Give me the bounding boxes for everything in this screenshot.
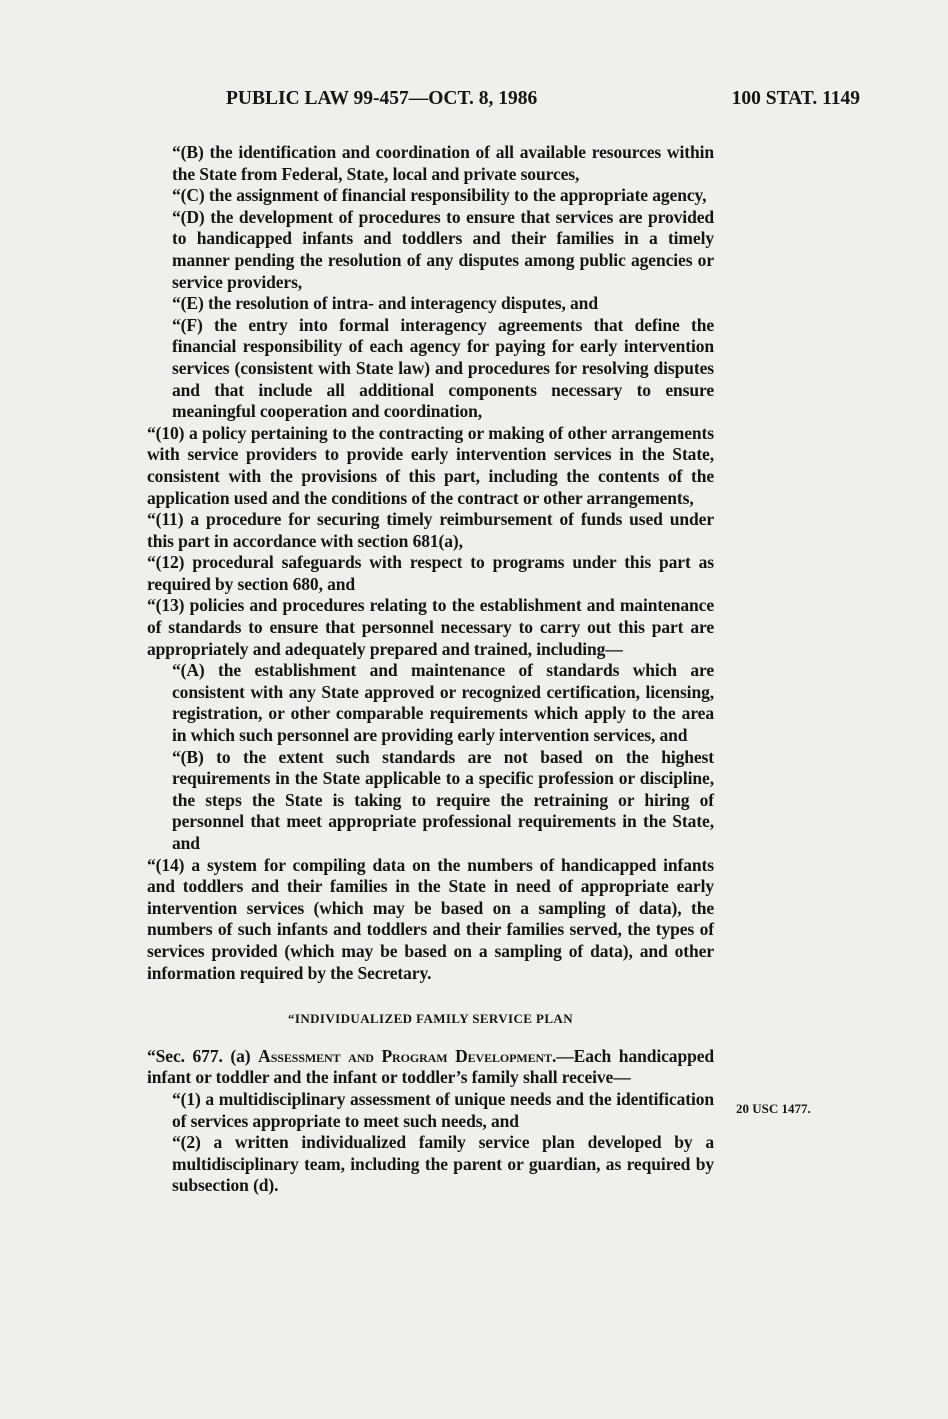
clause-e-disputes: “(E) the resolution of intra- and interagency disputes, and xyxy=(172,293,598,314)
public-law-citation: PUBLIC LAW 99-457—OCT. 8, 1986 xyxy=(226,88,538,109)
usc-margin-note: 20 USC 1477. xyxy=(736,1101,811,1116)
clause-d-procedures: “(D) the development of procedures to ensure that services are provided to handicapped infants and toddlers and their families in a timely manner pending the resolution of any disputes among public agencies or service providers, xyxy=(172,206,714,292)
paragraph-14: “(14) a system for compiling data on the numbers of handicapped infants and toddlers and their families in the State in need of appropriate early intervention services (which may be based on a sampling of data), the numbers of such infants and toddlers and their families served, the types of services provided (which may be based on a sampling of data), and other information required by the Secretary. xyxy=(147,854,714,983)
clause-b-resources: “(B) the identification and coordination of all available resources within the State from Federal, State, local and private sources, xyxy=(172,142,714,184)
clause-13b-requirements: “(B) to the extent such standards are not based on the highest requirements in the State applicable to a specific profession or discipline, the steps the State is taking to require the retraining or hiring of personnel that meet appropriate professional requirements in the State, and xyxy=(172,746,714,853)
section-text: —Each handicapped infant or toddler and the infant or toddler’s family shall receive— xyxy=(147,1045,715,1088)
statute-text xyxy=(147,142,714,1197)
section-heading: “INDIVIDUALIZED FAMILY SERVICE PLAN xyxy=(287,1011,574,1027)
paragraph-12: “(12) procedural safeguards with respect to programs under this part as required by section 680, and xyxy=(147,552,714,594)
statute-page-number: 100 STAT. 1149 xyxy=(731,88,860,109)
paragraph-10: “(10) a policy pertaining to the contracting or making of other arrangements with service providers to provide early intervention services in the State, consistent with the provisions of this part, including the contents of the application used and the conditions of the contract or other arrangements, xyxy=(147,422,714,508)
clause-13a-standards: “(A) the establishment and maintenance of standards which are consistent with any State approved or recognized certification, licensing, registration, or other comparable requirements which apply to the area in which such personnel are providing early intervention services, and xyxy=(172,660,714,746)
paragraph-13: “(13) policies and procedures relating to the establishment and maintenance of standards to ensure that personnel necessary to carry out this part are appropriately and adequately prepared and trained, including— xyxy=(147,595,714,659)
clause-c-financial-responsibility: “(C) the assignment of financial responsibility to the appropriate agency, xyxy=(172,185,707,206)
section-title: Assessment and Program Development. xyxy=(258,1045,557,1066)
section-label: “Sec. 677. (a) xyxy=(147,1045,251,1066)
item-1-assessment: “(1) a multidisciplinary assessment of unique needs and the identification of services appropriate to meet such needs, and xyxy=(172,1088,714,1131)
paragraph-11: “(11) a procedure for securing timely reimbursement of funds used under this part in accordance with section 681(a), xyxy=(147,509,714,551)
section-677-intro xyxy=(147,1046,714,1089)
clause-f-agreements: “(F) the entry into formal interagency agreements that define the financial responsibility of each agency for paying for early intervention services (consistent with State law) and procedures for resolving disputes and that include all additional components necessary to ensure meaningful cooperation and coordination, xyxy=(172,314,714,422)
item-2-service-plan: “(2) a written individualized family service plan developed by a multidisciplinary team, including the parent or guardian, as required by subsection (d). xyxy=(172,1132,714,1196)
